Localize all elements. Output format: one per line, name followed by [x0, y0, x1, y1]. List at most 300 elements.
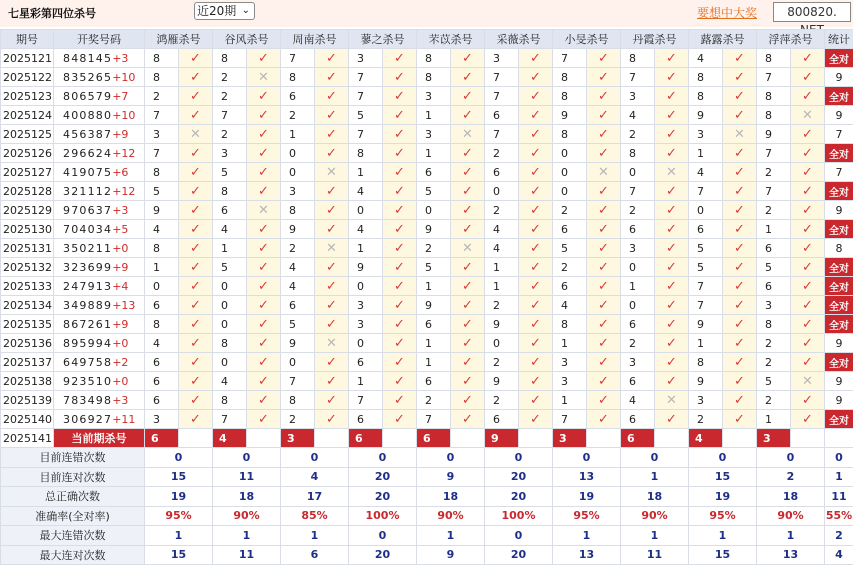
kill-value: 5 — [349, 106, 383, 125]
issue-cell: 2025136 — [1, 334, 54, 353]
check-mark-icon: ✓ — [190, 69, 201, 85]
draw-numbers: 923510 — [63, 374, 113, 388]
column-header-expert: 小旻杀号 — [553, 30, 621, 49]
stat-value: 13 — [553, 545, 621, 565]
kill-value: 6 — [485, 163, 519, 182]
stat-value: 0 — [689, 448, 757, 468]
kill-value: 7 — [349, 125, 383, 144]
kill-value: 0 — [213, 277, 247, 296]
stat-value: 19 — [689, 487, 757, 507]
result-cell — [655, 201, 689, 220]
result-cell — [587, 87, 621, 106]
result-cell — [383, 372, 417, 391]
kill-value: 7 — [281, 49, 315, 68]
result-cell — [723, 201, 757, 220]
stat-value: 18 — [621, 487, 689, 507]
kill-value: 7 — [757, 182, 791, 201]
result-cell — [383, 125, 417, 144]
result-cell — [247, 296, 281, 315]
result-cell — [451, 353, 485, 372]
kill-value: 0 — [281, 353, 315, 372]
kill-value: 8 — [281, 201, 315, 220]
check-mark-icon: ✓ — [190, 50, 201, 66]
result-cell — [519, 353, 553, 372]
kill-value: 0 — [553, 144, 587, 163]
result-cell — [247, 410, 281, 429]
check-mark-icon: ✓ — [258, 259, 269, 275]
kill-value: 8 — [553, 87, 587, 106]
check-mark-icon: ✓ — [326, 411, 337, 427]
result-cell — [247, 182, 281, 201]
current-kill-value: 4 — [689, 429, 723, 448]
kill-value: 2 — [213, 68, 247, 87]
result-cell — [315, 258, 349, 277]
period-select-value: 近20期 — [197, 4, 237, 18]
result-cell — [179, 334, 213, 353]
result-cell — [451, 182, 485, 201]
check-mark-icon: ✓ — [258, 411, 269, 427]
kill-value: 3 — [281, 182, 315, 201]
kill-value: 9 — [281, 220, 315, 239]
check-mark-icon: ✓ — [258, 107, 269, 123]
current-kill-value: 3 — [281, 429, 315, 448]
check-mark-icon: ✓ — [598, 69, 609, 85]
result-cell — [451, 391, 485, 410]
result-cell — [179, 239, 213, 258]
period-select[interactable] — [194, 2, 255, 20]
result-cell — [587, 163, 621, 182]
kill-value: 2 — [485, 296, 519, 315]
draw-cell — [54, 201, 145, 220]
check-mark-icon: ✓ — [394, 316, 405, 332]
stat-value: 4 — [281, 467, 349, 487]
check-mark-icon: ✓ — [734, 69, 745, 85]
check-mark-icon: ✓ — [666, 259, 677, 275]
kill-value: 0 — [621, 258, 655, 277]
result-cell — [179, 201, 213, 220]
result-cell — [179, 68, 213, 87]
check-mark-icon: ✓ — [802, 411, 813, 427]
check-mark-icon: ✓ — [326, 354, 337, 370]
stat-total: 4 — [825, 545, 853, 565]
kill-value: 6 — [485, 410, 519, 429]
check-mark-icon: ✓ — [530, 411, 541, 427]
kill-value: 3 — [553, 372, 587, 391]
result-cell — [179, 258, 213, 277]
check-mark-icon: ✓ — [190, 88, 201, 104]
issue-cell: 2025125 — [1, 125, 54, 144]
draw-numbers: 323699 — [63, 260, 113, 274]
total-cell: 9 — [825, 106, 853, 125]
kill-value: 8 — [757, 49, 791, 68]
draw-sum: +10 — [112, 70, 136, 84]
kill-value: 4 — [485, 220, 519, 239]
kill-value: 4 — [145, 334, 179, 353]
result-cell — [791, 163, 825, 182]
check-mark-icon: ✓ — [666, 69, 677, 85]
result-cell — [519, 144, 553, 163]
draw-sum: +13 — [112, 298, 136, 312]
check-mark-icon: ✓ — [598, 259, 609, 275]
stat-total: 0 — [825, 448, 853, 468]
kill-value: 4 — [281, 258, 315, 277]
column-header-expert: 蓼之杀号 — [349, 30, 417, 49]
draw-numbers: 419075 — [63, 165, 113, 179]
result-cell — [315, 372, 349, 391]
check-mark-icon: ✓ — [258, 126, 269, 142]
kill-value: 5 — [689, 239, 723, 258]
check-mark-icon: ✓ — [530, 183, 541, 199]
total-cell: 9 — [825, 334, 853, 353]
stat-value: 90% — [621, 506, 689, 526]
stat-value: 11 — [621, 545, 689, 565]
result-cell — [315, 410, 349, 429]
kill-value: 2 — [281, 239, 315, 258]
cross-mark-icon: ✕ — [734, 126, 745, 142]
result-cell — [723, 239, 757, 258]
result-cell — [383, 87, 417, 106]
stat-row — [1, 448, 853, 468]
result-cell — [315, 68, 349, 87]
kill-value: 1 — [349, 163, 383, 182]
result-cell — [315, 315, 349, 334]
draw-numbers: 649758 — [63, 355, 113, 369]
result-cell — [655, 87, 689, 106]
kill-value: 8 — [621, 49, 655, 68]
check-mark-icon: ✓ — [394, 107, 405, 123]
stat-value: 95% — [689, 506, 757, 526]
check-mark-icon: ✓ — [666, 411, 677, 427]
kill-value: 2 — [485, 391, 519, 410]
check-mark-icon: ✓ — [190, 221, 201, 237]
current-total-blank — [825, 429, 853, 448]
draw-numbers: 835265 — [63, 70, 113, 84]
result-cell — [451, 258, 485, 277]
kill-value: 0 — [485, 334, 519, 353]
result-cell — [723, 68, 757, 87]
stat-value: 1 — [553, 526, 621, 546]
check-mark-icon: ✓ — [190, 183, 201, 199]
result-cell — [247, 277, 281, 296]
result-cell — [791, 258, 825, 277]
stat-value: 0 — [485, 448, 553, 468]
result-cell — [179, 296, 213, 315]
stat-label: 目前连错次数 — [1, 448, 145, 468]
result-cell — [179, 163, 213, 182]
kill-value: 0 — [417, 201, 451, 220]
kill-value: 7 — [145, 144, 179, 163]
kill-value: 5 — [213, 258, 247, 277]
check-mark-icon: ✓ — [462, 164, 473, 180]
check-mark-icon: ✓ — [394, 88, 405, 104]
check-mark-icon: ✓ — [530, 88, 541, 104]
total-cell: 全对 — [825, 144, 853, 163]
result-cell — [655, 182, 689, 201]
kill-value: 0 — [281, 163, 315, 182]
site-badge[interactable]: 800820. — [773, 2, 851, 22]
result-cell — [723, 125, 757, 144]
draw-sum: +7 — [112, 89, 129, 103]
stat-value: 1 — [213, 526, 281, 546]
kill-value: 7 — [621, 68, 655, 87]
check-mark-icon: ✓ — [734, 354, 745, 370]
result-cell — [723, 315, 757, 334]
result-cell — [655, 410, 689, 429]
column-header-expert: 芣苡杀号 — [417, 30, 485, 49]
check-mark-icon: ✓ — [258, 335, 269, 351]
draw-sum: +3 — [112, 203, 129, 217]
kill-value: 8 — [417, 49, 451, 68]
issue-cell: 2025137 — [1, 353, 54, 372]
current-kill-value: 3 — [553, 429, 587, 448]
stat-value: 13 — [757, 545, 825, 565]
draw-sum: +6 — [112, 165, 129, 179]
kill-value: 0 — [689, 201, 723, 220]
result-cell — [247, 106, 281, 125]
check-mark-icon: ✓ — [394, 202, 405, 218]
kill-value: 6 — [621, 315, 655, 334]
draw-numbers: 895994 — [63, 336, 113, 350]
kill-value: 1 — [757, 410, 791, 429]
check-mark-icon: ✓ — [326, 50, 337, 66]
check-mark-icon: ✓ — [530, 202, 541, 218]
result-cell — [315, 106, 349, 125]
check-mark-icon: ✓ — [530, 297, 541, 313]
stat-value: 17 — [281, 487, 349, 507]
result-cell — [791, 391, 825, 410]
result-cell — [315, 334, 349, 353]
kill-value: 3 — [349, 315, 383, 334]
check-mark-icon: ✓ — [666, 50, 677, 66]
result-cell — [247, 239, 281, 258]
result-cell — [723, 391, 757, 410]
current-blank — [655, 429, 689, 448]
kill-value: 2 — [553, 258, 587, 277]
issue-cell: 2025132 — [1, 258, 54, 277]
total-cell: 8 — [825, 239, 853, 258]
check-mark-icon: ✓ — [530, 259, 541, 275]
result-cell — [791, 220, 825, 239]
kill-value: 8 — [145, 239, 179, 258]
kill-value: 2 — [621, 125, 655, 144]
cross-mark-icon: ✕ — [326, 164, 337, 180]
result-cell — [519, 239, 553, 258]
result-cell — [587, 220, 621, 239]
current-blank — [247, 429, 281, 448]
table-row — [1, 49, 853, 68]
result-cell — [451, 125, 485, 144]
result-cell — [383, 410, 417, 429]
result-cell — [587, 315, 621, 334]
result-cell — [655, 125, 689, 144]
result-cell — [723, 49, 757, 68]
result-cell — [587, 372, 621, 391]
check-mark-icon: ✓ — [394, 183, 405, 199]
kill-value: 7 — [689, 277, 723, 296]
kill-value: 0 — [621, 163, 655, 182]
table-row — [1, 296, 853, 315]
kill-value: 7 — [485, 87, 519, 106]
table-row — [1, 106, 853, 125]
result-cell — [315, 182, 349, 201]
kill-value: 9 — [485, 315, 519, 334]
check-mark-icon: ✓ — [802, 354, 813, 370]
current-row — [1, 429, 853, 448]
result-cell — [451, 87, 485, 106]
kill-value: 6 — [145, 391, 179, 410]
result-cell — [315, 144, 349, 163]
header-row — [1, 30, 853, 49]
draw-cell — [54, 144, 145, 163]
current-kill-value: 6 — [145, 429, 179, 448]
result-cell — [519, 49, 553, 68]
result-cell — [179, 277, 213, 296]
table-row — [1, 201, 853, 220]
check-mark-icon: ✓ — [734, 145, 745, 161]
stat-value: 0 — [757, 448, 825, 468]
result-cell — [791, 201, 825, 220]
result-cell — [655, 353, 689, 372]
check-mark-icon: ✓ — [666, 88, 677, 104]
issue-cell: 2025138 — [1, 372, 54, 391]
total-cell: 7 — [825, 125, 853, 144]
result-cell — [451, 106, 485, 125]
cross-mark-icon: ✕ — [802, 107, 813, 123]
check-mark-icon: ✓ — [802, 316, 813, 332]
check-mark-icon: ✓ — [326, 88, 337, 104]
draw-numbers: 970637 — [63, 203, 113, 217]
check-mark-icon: ✓ — [394, 297, 405, 313]
stat-value: 100% — [349, 506, 417, 526]
result-cell — [655, 334, 689, 353]
kill-value: 1 — [349, 239, 383, 258]
kill-value: 4 — [553, 296, 587, 315]
result-cell — [587, 125, 621, 144]
promo-link[interactable]: 要想中大奖 — [697, 6, 758, 20]
draw-sum: +0 — [112, 241, 129, 255]
check-mark-icon: ✓ — [802, 240, 813, 256]
kill-value: 3 — [621, 87, 655, 106]
check-mark-icon: ✓ — [190, 259, 201, 275]
result-cell — [247, 372, 281, 391]
result-cell — [519, 372, 553, 391]
stat-total: 55% — [825, 506, 853, 526]
result-cell — [723, 106, 757, 125]
kill-value: 8 — [145, 163, 179, 182]
stat-total: 2 — [825, 526, 853, 546]
result-cell — [179, 315, 213, 334]
check-mark-icon: ✓ — [258, 316, 269, 332]
check-mark-icon: ✓ — [598, 354, 609, 370]
kill-value: 2 — [621, 334, 655, 353]
stat-value: 15 — [145, 545, 213, 565]
result-cell — [315, 125, 349, 144]
current-blank — [519, 429, 553, 448]
result-cell — [315, 220, 349, 239]
table-row — [1, 258, 853, 277]
check-mark-icon: ✓ — [394, 145, 405, 161]
check-mark-icon: ✓ — [326, 221, 337, 237]
kill-value: 5 — [757, 372, 791, 391]
stat-row — [1, 487, 853, 507]
kill-value: 7 — [689, 296, 723, 315]
result-cell — [179, 410, 213, 429]
check-mark-icon: ✓ — [394, 278, 405, 294]
kill-value: 4 — [349, 182, 383, 201]
kill-value: 4 — [349, 220, 383, 239]
kill-value: 7 — [417, 410, 451, 429]
total-cell: 9 — [825, 201, 853, 220]
kill-value: 2 — [757, 391, 791, 410]
issue-cell: 2025123 — [1, 87, 54, 106]
kill-value: 2 — [621, 201, 655, 220]
kill-value: 3 — [349, 49, 383, 68]
check-mark-icon: ✓ — [462, 354, 473, 370]
current-label: 当前期杀号 — [54, 429, 145, 448]
result-cell — [791, 239, 825, 258]
check-mark-icon: ✓ — [190, 145, 201, 161]
check-mark-icon: ✓ — [258, 392, 269, 408]
table-row — [1, 277, 853, 296]
check-mark-icon: ✓ — [326, 316, 337, 332]
cross-mark-icon: ✕ — [666, 392, 677, 408]
result-cell — [179, 87, 213, 106]
result-cell — [179, 391, 213, 410]
result-cell — [587, 49, 621, 68]
total-cell: 全对 — [825, 87, 853, 106]
total-cell: 全对 — [825, 410, 853, 429]
cross-mark-icon: ✕ — [326, 240, 337, 256]
result-cell — [791, 87, 825, 106]
stat-value: 2 — [757, 467, 825, 487]
check-mark-icon: ✓ — [598, 50, 609, 66]
draw-numbers: 704034 — [63, 222, 113, 236]
table-row — [1, 353, 853, 372]
kill-value: 0 — [349, 334, 383, 353]
draw-cell — [54, 239, 145, 258]
result-cell — [383, 239, 417, 258]
kill-value: 7 — [553, 49, 587, 68]
stat-label: 最大连错次数 — [1, 526, 145, 546]
total-cell: 全对 — [825, 258, 853, 277]
draw-numbers: 783498 — [63, 393, 113, 407]
kill-value: 3 — [621, 353, 655, 372]
kill-value: 0 — [553, 182, 587, 201]
check-mark-icon: ✓ — [530, 316, 541, 332]
draw-sum: +3 — [112, 51, 129, 65]
stat-value: 11 — [213, 545, 281, 565]
check-mark-icon: ✓ — [598, 373, 609, 389]
kill-value: 7 — [689, 182, 723, 201]
current-blank — [383, 429, 417, 448]
check-mark-icon: ✓ — [598, 392, 609, 408]
result-cell — [791, 372, 825, 391]
cross-mark-icon: ✕ — [258, 202, 269, 218]
table-row — [1, 315, 853, 334]
result-cell — [791, 334, 825, 353]
check-mark-icon: ✓ — [734, 202, 745, 218]
kill-value: 2 — [553, 201, 587, 220]
result-cell — [179, 372, 213, 391]
cross-mark-icon: ✕ — [258, 69, 269, 85]
check-mark-icon: ✓ — [394, 392, 405, 408]
stat-value: 0 — [349, 448, 417, 468]
result-cell — [519, 296, 553, 315]
check-mark-icon: ✓ — [666, 335, 677, 351]
result-cell — [383, 258, 417, 277]
check-mark-icon: ✓ — [734, 278, 745, 294]
stat-value: 0 — [213, 448, 281, 468]
